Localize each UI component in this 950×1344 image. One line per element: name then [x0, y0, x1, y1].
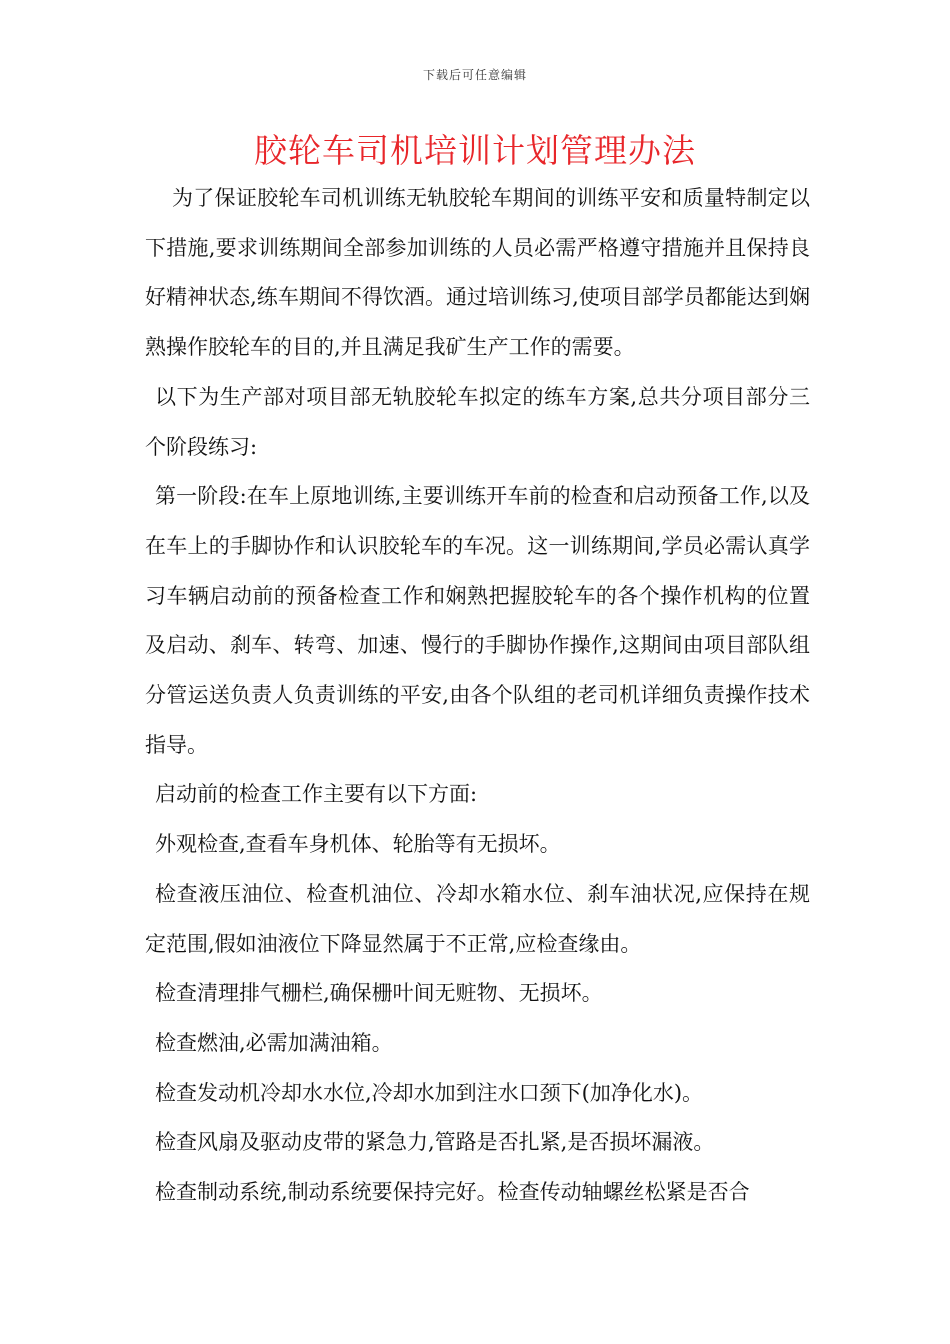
paragraph-check-coolant: 检查发动机冷却水水位,冷却水加到注水口颈下(加净化水)。: [155, 1080, 704, 1105]
paragraph-check-exhaust: 检查清理排气栅栏,确保栅叶间无赃物、无损坏。: [155, 981, 603, 1006]
paragraph-check-exterior: 外观检查,查看车身机体、轮胎等有无损坏。: [155, 832, 561, 857]
document-title: 胶轮车司机培训计划管理办法: [254, 131, 696, 170]
paragraph-check-fuel: 检查燃油,必需加满油箱。: [155, 1030, 393, 1055]
paragraph-check-fan-belt: 检查风扇及驱动皮带的紧急力,管路是否扎紧,是否损坏漏液。: [155, 1130, 715, 1155]
paragraph-check-fluids: 检查液压油位、检查机油位、冷却水箱水位、刹车油状况,应保持在规定范围,假如油液位下降显然属于不正常,应检查缘由。: [145, 881, 810, 956]
paragraph-intro: 为了保证胶轮车司机训练无轨胶轮车期间的训练平安和质量特制定以下措施,要求训练期间全部参加训练的人员必需严格遵守措施并且保持良好精神状态,练车期间不得饮酒。通过培训练习,使项目部学员都能达到娴熟操作胶轮车的目的,并且满足我矿生产工作的需要。: [145, 186, 810, 360]
header-note: 下载后可任意编辑: [422, 68, 527, 82]
paragraph-check-brakes: 检查制动系统,制动系统要保持完好。检查传动轴螺丝松紧是否合: [155, 1180, 750, 1205]
paragraph-precheck-heading: 启动前的检查工作主要有以下方面:: [155, 782, 478, 807]
paragraph-plan-overview: 以下为生产部对项目部无轨胶轮车拟定的练车方案,总共分项目部分三个阶段练习:: [145, 384, 810, 459]
paragraph-stage-one: 第一阶段:在车上原地训练,主要训练开车前的检查和启动预备工作,以及在车上的手脚协作和认识胶轮车的车况。这一训练期间,学员必需认真学习车辆启动前的预备检查工作和娴熟把握胶轮车的各个操作机构的位置及启动、刹车、转弯、加速、慢行的手脚协作操作,这期间由项目部队组分管运送负责人负责训练的平安,由各个队组的老司机详细负责操作技术指导。: [145, 484, 810, 757]
document-body: [145, 174, 810, 1218]
